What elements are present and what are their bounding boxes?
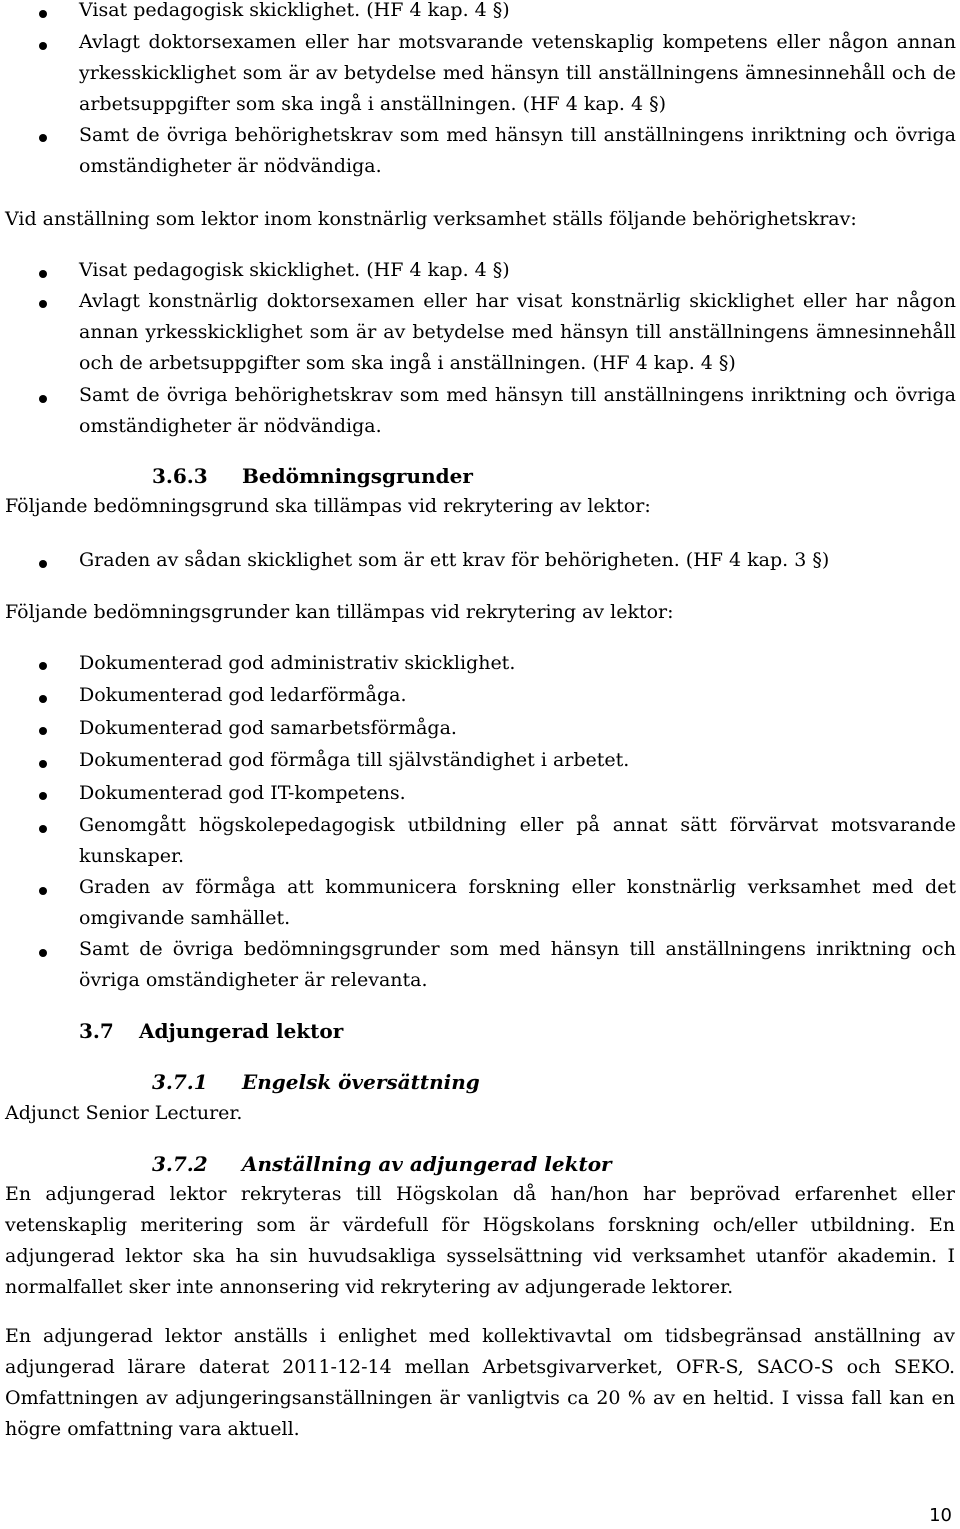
paragraph-bedomningsgrund: Följande bedömningsgrund ska tillämpas vid rekrytering av lektor: xyxy=(5,495,651,517)
list-item: Dokumenterad god samarbetsförmåga. xyxy=(79,717,457,739)
list-item: Dokumenterad god förmåga till självständighet i arbetet. xyxy=(79,749,630,771)
list-item: Samt de övriga behörighetskrav som med hänsyn till anställningens inriktning och övriga omständigheter är nödvändiga. xyxy=(79,124,956,177)
bullet-icon xyxy=(39,134,47,142)
paragraph-adjungerad-1: En adjungerad lektor rekryteras till Högskolan då han/hon har beprövad erfarenhet eller vetenskaplig meritering som är värdefull för Högskolans forskning och/eller utbildning. En adjungerad lektor ska ha sin huvudsakliga sysselsättning vid verksamhet utanför akademin. I normalfallet sker inte annonsering vid rekrytering av adjungerade lektorer. xyxy=(5,1183,955,1298)
paragraph-english-translation: Adjunct Senior Lecturer. xyxy=(5,1102,243,1124)
bullet-icon xyxy=(39,270,47,278)
bullet-icon xyxy=(39,825,47,833)
paragraph-bedomningsgrunder: Följande bedömningsgrunder kan tillämpas vid rekrytering av lektor: xyxy=(5,601,674,623)
list-item: Dokumenterad god administrativ skicklighet. xyxy=(79,652,516,674)
list-item: Dokumenterad god IT-kompetens. xyxy=(79,782,406,804)
section-number: 3.7.1 xyxy=(152,1070,208,1094)
bullet-icon xyxy=(39,395,47,403)
section-number: 3.7 xyxy=(79,1019,114,1043)
bullet-icon xyxy=(39,949,47,957)
bullet-icon xyxy=(39,560,47,568)
list-item: Samt de övriga behörighetskrav som med hänsyn till anställningens inriktning och övriga omständigheter är nödvändiga. xyxy=(79,384,956,437)
paragraph-konstnarlig: Vid anställning som lektor inom konstnärlig verksamhet ställs följande behörighetskrav: xyxy=(5,208,857,230)
bullet-icon xyxy=(39,662,47,670)
bullet-icon xyxy=(39,727,47,735)
paragraph-adjungerad-2: En adjungerad lektor anställs i enlighet med kollektivavtal om tidsbegränsad anställning av adjungerad lärare daterat 2011-12-14 mellan Arbetsgivarverket, OFR-S, SACO-S och SEKO. Omfattningen av adjungeringsanställningen är vanligtvis ca 20 % av en heltid. I vissa fall kan en högre omfattning vara aktuell. xyxy=(5,1325,955,1440)
bullet-icon xyxy=(39,792,47,800)
list-item: Graden av sådan skicklighet som är ett krav för behörigheten. (HF 4 kap. 3 §) xyxy=(79,549,830,571)
section-heading-3-7-2 xyxy=(152,1149,612,1180)
list-item: Visat pedagogisk skicklighet. (HF 4 kap. 4 §) xyxy=(79,0,510,21)
list-item: Visat pedagogisk skicklighet. (HF 4 kap. 4 §) xyxy=(79,259,510,281)
section-heading-3-6-3 xyxy=(152,461,473,492)
bullet-icon xyxy=(39,760,47,768)
section-title: Anställning av adjungerad lektor xyxy=(242,1152,612,1176)
bullet-icon xyxy=(39,695,47,703)
list-item: Avlagt konstnärlig doktorsexamen eller har visat konstnärlig skicklighet eller har någon annan yrkesskicklighet som är av betydelse med hänsyn till anställningens ämnesinnehåll och de arbetsuppgifter som ska ingå i anställningen. (HF 4 kap. 4 §) xyxy=(79,290,956,374)
section-heading-3-7 xyxy=(79,1016,343,1047)
section-title: Adjungerad lektor xyxy=(139,1019,344,1043)
list-item: Avlagt doktorsexamen eller har motsvarande vetenskaplig kompetens eller någon annan yrkesskicklighet som är av betydelse med hänsyn till anställningens ämnesinnehåll och de arbetsuppgifter som ska ingå i anställningen. (HF 4 kap. 4 §) xyxy=(79,31,956,115)
list-item: Genomgått högskolepedagogisk utbildning eller på annat sätt förvärvat motsvarande kunskaper. xyxy=(79,814,956,867)
section-heading-3-7-1 xyxy=(152,1067,480,1098)
bullet-icon xyxy=(39,887,47,895)
section-number: 3.6.3 xyxy=(152,464,208,488)
list-item: Dokumenterad god ledarförmåga. xyxy=(79,684,407,706)
list-item: Samt de övriga bedömningsgrunder som med hänsyn till anställningens inriktning och övriga omständigheter är relevanta. xyxy=(79,938,956,991)
list-item: Graden av förmåga att kommunicera forskning eller konstnärlig verksamhet med det omgivande samhället. xyxy=(79,876,956,929)
section-number: 3.7.2 xyxy=(152,1152,208,1176)
page-number: 10 xyxy=(929,1505,952,1526)
bullet-icon xyxy=(39,300,47,308)
bullet-icon xyxy=(39,42,47,50)
section-title: Bedömningsgrunder xyxy=(242,464,473,488)
section-title: Engelsk översättning xyxy=(242,1070,480,1094)
bullet-icon xyxy=(39,10,47,18)
